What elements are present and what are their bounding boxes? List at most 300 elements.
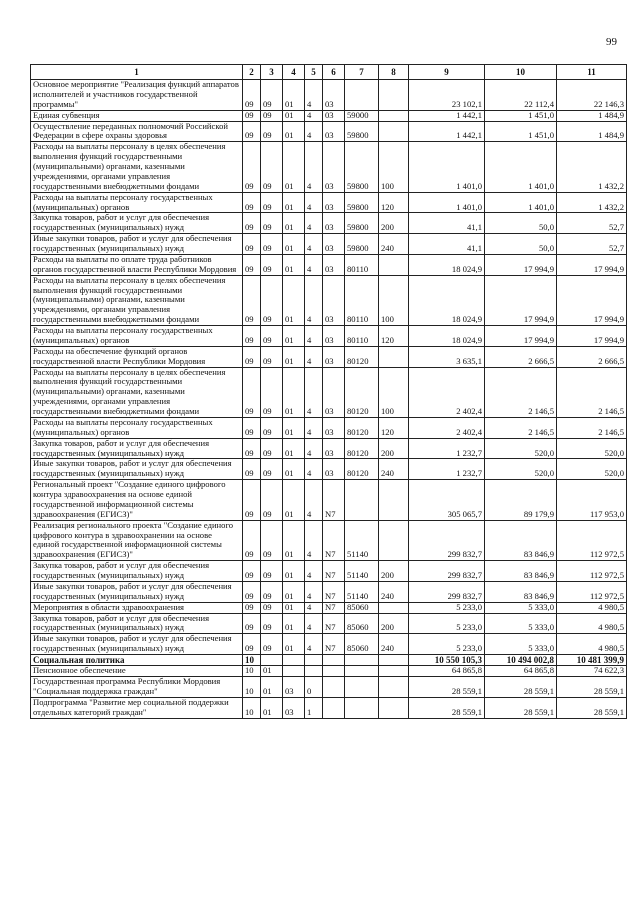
- amount-col11-cell: 52,7: [557, 213, 627, 234]
- amount-col11-cell: 112 972,5: [557, 581, 627, 602]
- direction-code-cell: 51140: [345, 561, 379, 582]
- direction-code-cell: 80110: [345, 254, 379, 275]
- table-row: [31, 275, 627, 325]
- amount-col9-cell: 2 402,4: [409, 417, 485, 438]
- program-code-cell: 01: [283, 480, 305, 521]
- column-header-11: 11: [557, 65, 627, 80]
- program-code-cell: 01: [283, 367, 305, 417]
- subprogram-code-cell: 4: [305, 234, 323, 255]
- amount-col9-cell: 18 024,9: [409, 326, 485, 347]
- table-row: [31, 367, 627, 417]
- column-header-2: 2: [243, 65, 261, 80]
- event-code-cell: 03: [323, 213, 345, 234]
- page-number: 99: [606, 36, 617, 48]
- direction-code-cell: 85060: [345, 634, 379, 655]
- subsection-code-cell: 09: [261, 80, 283, 111]
- subprogram-code-cell: 4: [305, 459, 323, 480]
- subsection-code-cell: 09: [261, 417, 283, 438]
- direction-code-cell: 80110: [345, 326, 379, 347]
- section-code-cell: 09: [243, 192, 261, 213]
- column-header-6: 6: [323, 65, 345, 80]
- event-code-cell: 03: [323, 234, 345, 255]
- subprogram-code-cell: 4: [305, 367, 323, 417]
- row-name-cell: Мероприятия в области здравоохранения: [31, 602, 243, 613]
- table-row: [31, 602, 627, 613]
- amount-col11-cell: 112 972,5: [557, 561, 627, 582]
- amount-col10-cell: 5 333,0: [485, 602, 557, 613]
- amount-col11-cell: 520,0: [557, 459, 627, 480]
- table-row: [31, 80, 627, 111]
- subsection-code-cell: 01: [261, 697, 283, 718]
- row-name-cell: Иные закупки товаров, работ и услуг для обеспечения государственных (муниципальных) нужд: [31, 634, 243, 655]
- column-header-9: 9: [409, 65, 485, 80]
- amount-col11-cell: 1 484,9: [557, 110, 627, 121]
- row-name-cell: Подпрограмма "Развитие мер социальной поддержки отдельных категорий граждан": [31, 697, 243, 718]
- program-code-cell: 01: [283, 142, 305, 192]
- direction-code-cell: [345, 480, 379, 521]
- program-code-cell: 01: [283, 561, 305, 582]
- expense-type-cell: [379, 121, 409, 142]
- subprogram-code-cell: 4: [305, 480, 323, 521]
- section-code-cell: 09: [243, 367, 261, 417]
- amount-col11-cell: 17 994,9: [557, 326, 627, 347]
- table-row: [31, 697, 627, 718]
- subsection-code-cell: 09: [261, 213, 283, 234]
- subsection-code-cell: 09: [261, 438, 283, 459]
- event-code-cell: 03: [323, 438, 345, 459]
- subprogram-code-cell: 4: [305, 417, 323, 438]
- program-code-cell: 01: [283, 110, 305, 121]
- amount-col10-cell: 1 401,0: [485, 142, 557, 192]
- amount-col11-cell: 2 666,5: [557, 346, 627, 367]
- event-code-cell: 03: [323, 142, 345, 192]
- expense-type-cell: 100: [379, 275, 409, 325]
- row-name-cell: Расходы на выплаты персоналу государственных (муниципальных) органов: [31, 192, 243, 213]
- expense-type-cell: [379, 80, 409, 111]
- expense-type-cell: [379, 110, 409, 121]
- amount-col10-cell: 17 994,9: [485, 326, 557, 347]
- subprogram-code-cell: 4: [305, 326, 323, 347]
- row-name-cell: Закупка товаров, работ и услуг для обеспечения государственных (муниципальных) нужд: [31, 213, 243, 234]
- row-name-cell: Расходы на выплаты по оплате труда работников органов государственной власти Республики Мордовия: [31, 254, 243, 275]
- amount-col11-cell: 520,0: [557, 438, 627, 459]
- direction-code-cell: 59800: [345, 192, 379, 213]
- section-code-cell: 09: [243, 121, 261, 142]
- amount-col10-cell: 1 401,0: [485, 192, 557, 213]
- direction-code-cell: 85060: [345, 613, 379, 634]
- subsection-code-cell: 09: [261, 520, 283, 561]
- row-name-cell: Основное мероприятие "Реализация функций аппаратов исполнителей и участников государственной программы": [31, 80, 243, 111]
- direction-code-cell: 80120: [345, 367, 379, 417]
- subsection-code-cell: 09: [261, 367, 283, 417]
- amount-col10-cell: 17 994,9: [485, 254, 557, 275]
- program-code-cell: 01: [283, 80, 305, 111]
- amount-col10-cell: 50,0: [485, 213, 557, 234]
- direction-code-cell: 59000: [345, 110, 379, 121]
- amount-col11-cell: 17 994,9: [557, 254, 627, 275]
- column-header-10: 10: [485, 65, 557, 80]
- column-header-1: 1: [31, 65, 243, 80]
- amount-col9-cell: 2 402,4: [409, 367, 485, 417]
- program-code-cell: 01: [283, 417, 305, 438]
- program-code-cell: 01: [283, 459, 305, 480]
- expense-type-cell: [379, 677, 409, 698]
- amount-col10-cell: 2 146,5: [485, 417, 557, 438]
- table-row: [31, 666, 627, 677]
- table-row: [31, 234, 627, 255]
- subsection-code-cell: 09: [261, 480, 283, 521]
- section-code-cell: 09: [243, 213, 261, 234]
- event-code-cell: N7: [323, 581, 345, 602]
- expense-type-cell: 240: [379, 234, 409, 255]
- subprogram-code-cell: 4: [305, 346, 323, 367]
- row-name-cell: Социальная политика: [31, 655, 243, 666]
- section-code-cell: 09: [243, 602, 261, 613]
- subsection-code-cell: 09: [261, 613, 283, 634]
- table-body: [31, 80, 627, 719]
- subsection-code-cell: 09: [261, 634, 283, 655]
- expense-type-cell: 200: [379, 561, 409, 582]
- column-header-5: 5: [305, 65, 323, 80]
- amount-col10-cell: 520,0: [485, 438, 557, 459]
- amount-col11-cell: 28 559,1: [557, 697, 627, 718]
- section-code-cell: 09: [243, 480, 261, 521]
- direction-code-cell: 59800: [345, 121, 379, 142]
- row-name-cell: Закупка товаров, работ и услуг для обеспечения государственных (муниципальных) нужд: [31, 438, 243, 459]
- program-code-cell: 01: [283, 613, 305, 634]
- expense-type-cell: [379, 520, 409, 561]
- program-code-cell: 01: [283, 346, 305, 367]
- subsection-code-cell: 09: [261, 192, 283, 213]
- amount-col10-cell: 2 146,5: [485, 367, 557, 417]
- table-row: [31, 346, 627, 367]
- amount-col11-cell: 1 432,2: [557, 142, 627, 192]
- program-code-cell: 03: [283, 697, 305, 718]
- program-code-cell: [283, 655, 305, 666]
- subsection-code-cell: 09: [261, 142, 283, 192]
- amount-col11-cell: 117 953,0: [557, 480, 627, 521]
- subprogram-code-cell: 4: [305, 110, 323, 121]
- event-code-cell: N7: [323, 613, 345, 634]
- amount-col11-cell: 74 622,3: [557, 666, 627, 677]
- table-row: [31, 520, 627, 561]
- amount-col11-cell: 52,7: [557, 234, 627, 255]
- row-name-cell: Региональный проект "Создание единого цифрового контура здравоохранения на основе единой государственной информационной системы здравоохранения (ЕГИСЗ)": [31, 480, 243, 521]
- direction-code-cell: 51140: [345, 581, 379, 602]
- amount-col10-cell: 89 179,9: [485, 480, 557, 521]
- expense-type-cell: 200: [379, 213, 409, 234]
- row-name-cell: Закупка товаров, работ и услуг для обеспечения государственных (муниципальных) нужд: [31, 613, 243, 634]
- table-row: [31, 417, 627, 438]
- amount-col9-cell: 1 442,1: [409, 110, 485, 121]
- amount-col9-cell: 299 832,7: [409, 581, 485, 602]
- expense-type-cell: 200: [379, 613, 409, 634]
- expense-type-cell: 120: [379, 326, 409, 347]
- amount-col11-cell: 4 980,5: [557, 602, 627, 613]
- amount-col9-cell: 3 635,1: [409, 346, 485, 367]
- direction-code-cell: [345, 677, 379, 698]
- section-code-cell: 09: [243, 634, 261, 655]
- table-row: [31, 613, 627, 634]
- amount-col9-cell: 41,1: [409, 234, 485, 255]
- subsection-code-cell: 09: [261, 561, 283, 582]
- direction-code-cell: [345, 80, 379, 111]
- amount-col10-cell: 10 494 002,8: [485, 655, 557, 666]
- section-code-cell: 09: [243, 110, 261, 121]
- table-row: [31, 634, 627, 655]
- event-code-cell: 03: [323, 326, 345, 347]
- expense-type-cell: 200: [379, 438, 409, 459]
- subprogram-code-cell: 4: [305, 254, 323, 275]
- table-row: [31, 459, 627, 480]
- event-code-cell: 03: [323, 254, 345, 275]
- subprogram-code-cell: 4: [305, 581, 323, 602]
- table-row: [31, 438, 627, 459]
- row-name-cell: Расходы на выплаты персоналу в целях обеспечения выполнения функций государственными (муниципальными) органами, казенными учреждениями, органами управления государственными внебюджетными фондами: [31, 367, 243, 417]
- column-header-7: 7: [345, 65, 379, 80]
- expense-type-cell: [379, 254, 409, 275]
- subsection-code-cell: 09: [261, 459, 283, 480]
- program-code-cell: 01: [283, 254, 305, 275]
- amount-col10-cell: 83 846,9: [485, 520, 557, 561]
- section-code-cell: 09: [243, 613, 261, 634]
- event-code-cell: 03: [323, 346, 345, 367]
- column-header-3: 3: [261, 65, 283, 80]
- expense-type-cell: [379, 480, 409, 521]
- row-name-cell: Расходы на выплаты персоналу в целях обеспечения выполнения функций государственными (муниципальными) органами, казенными учреждениями, органами управления государственными внебюджетными фондами: [31, 142, 243, 192]
- direction-code-cell: [345, 697, 379, 718]
- amount-col10-cell: 5 333,0: [485, 613, 557, 634]
- event-code-cell: N7: [323, 561, 345, 582]
- amount-col10-cell: 83 846,9: [485, 561, 557, 582]
- subprogram-code-cell: 0: [305, 677, 323, 698]
- row-name-cell: Расходы на выплаты персоналу в целях обеспечения выполнения функций государственными (муниципальными) органами, казенными учреждениями, органами управления государственными внебюджетными фондами: [31, 275, 243, 325]
- expense-type-cell: 240: [379, 634, 409, 655]
- section-code-cell: 09: [243, 254, 261, 275]
- event-code-cell: [323, 655, 345, 666]
- direction-code-cell: [345, 655, 379, 666]
- event-code-cell: [323, 666, 345, 677]
- subprogram-code-cell: 4: [305, 520, 323, 561]
- table-row: [31, 192, 627, 213]
- event-code-cell: N7: [323, 480, 345, 521]
- column-header-8: 8: [379, 65, 409, 80]
- table-row: [31, 121, 627, 142]
- amount-col11-cell: 4 980,5: [557, 613, 627, 634]
- event-code-cell: N7: [323, 520, 345, 561]
- subprogram-code-cell: 4: [305, 142, 323, 192]
- table-row: [31, 677, 627, 698]
- row-name-cell: Реализация регионального проекта "Создание единого цифрового контура в здравоохранении на основе единой государственной информационной системы здравоохранения (ЕГИСЗ)": [31, 520, 243, 561]
- section-code-cell: 09: [243, 142, 261, 192]
- program-code-cell: 01: [283, 192, 305, 213]
- subsection-code-cell: 01: [261, 677, 283, 698]
- amount-col10-cell: 28 559,1: [485, 677, 557, 698]
- program-code-cell: 01: [283, 121, 305, 142]
- amount-col9-cell: 5 233,0: [409, 634, 485, 655]
- table-row: [31, 561, 627, 582]
- amount-col9-cell: 64 865,8: [409, 666, 485, 677]
- section-code-cell: 09: [243, 234, 261, 255]
- event-code-cell: 03: [323, 80, 345, 111]
- subsection-code-cell: [261, 655, 283, 666]
- event-code-cell: N7: [323, 634, 345, 655]
- table-row: [31, 213, 627, 234]
- expense-type-cell: 240: [379, 581, 409, 602]
- program-code-cell: [283, 666, 305, 677]
- subprogram-code-cell: [305, 655, 323, 666]
- amount-col9-cell: 1 232,7: [409, 459, 485, 480]
- expense-type-cell: [379, 697, 409, 718]
- row-name-cell: Иные закупки товаров, работ и услуг для обеспечения государственных (муниципальных) нужд: [31, 581, 243, 602]
- expense-type-cell: [379, 602, 409, 613]
- subprogram-code-cell: [305, 666, 323, 677]
- amount-col11-cell: 2 146,5: [557, 417, 627, 438]
- subsection-code-cell: 09: [261, 581, 283, 602]
- program-code-cell: 01: [283, 326, 305, 347]
- subsection-code-cell: 09: [261, 326, 283, 347]
- amount-col10-cell: 83 846,9: [485, 581, 557, 602]
- subprogram-code-cell: 4: [305, 192, 323, 213]
- table-row: [31, 142, 627, 192]
- direction-code-cell: 80110: [345, 275, 379, 325]
- subprogram-code-cell: 4: [305, 80, 323, 111]
- section-code-cell: 09: [243, 459, 261, 480]
- expense-type-cell: 240: [379, 459, 409, 480]
- amount-col9-cell: 5 233,0: [409, 602, 485, 613]
- section-code-cell: 09: [243, 520, 261, 561]
- row-name-cell: Иные закупки товаров, работ и услуг для обеспечения государственных (муниципальных) нужд: [31, 459, 243, 480]
- row-name-cell: Осуществление переданных полномочий Российской Федерации в сфере охраны здоровья: [31, 121, 243, 142]
- section-code-cell: 10: [243, 655, 261, 666]
- amount-col11-cell: 28 559,1: [557, 677, 627, 698]
- expense-type-cell: 100: [379, 142, 409, 192]
- expense-type-cell: [379, 346, 409, 367]
- amount-col10-cell: 2 666,5: [485, 346, 557, 367]
- subsection-code-cell: 01: [261, 666, 283, 677]
- amount-col10-cell: 50,0: [485, 234, 557, 255]
- section-code-cell: 09: [243, 346, 261, 367]
- subprogram-code-cell: 4: [305, 561, 323, 582]
- program-code-cell: 01: [283, 602, 305, 613]
- event-code-cell: [323, 677, 345, 698]
- expense-type-cell: 120: [379, 417, 409, 438]
- direction-code-cell: 59800: [345, 213, 379, 234]
- amount-col9-cell: 23 102,1: [409, 80, 485, 111]
- amount-col9-cell: 18 024,9: [409, 254, 485, 275]
- section-code-cell: 09: [243, 80, 261, 111]
- amount-col9-cell: 41,1: [409, 213, 485, 234]
- subsection-code-cell: 09: [261, 110, 283, 121]
- amount-col10-cell: 64 865,8: [485, 666, 557, 677]
- row-name-cell: Закупка товаров, работ и услуг для обеспечения государственных (муниципальных) нужд: [31, 561, 243, 582]
- amount-col10-cell: 22 112,4: [485, 80, 557, 111]
- table-row: [31, 326, 627, 347]
- direction-code-cell: 59800: [345, 142, 379, 192]
- section-code-cell: 09: [243, 275, 261, 325]
- amount-col11-cell: 1 432,2: [557, 192, 627, 213]
- subprogram-code-cell: 4: [305, 213, 323, 234]
- column-header-4: 4: [283, 65, 305, 80]
- amount-col9-cell: 299 832,7: [409, 520, 485, 561]
- row-name-cell: Иные закупки товаров, работ и услуг для обеспечения государственных (муниципальных) нужд: [31, 234, 243, 255]
- direction-code-cell: 80120: [345, 459, 379, 480]
- amount-col9-cell: 1 232,7: [409, 438, 485, 459]
- amount-col11-cell: 17 994,9: [557, 275, 627, 325]
- subprogram-code-cell: 1: [305, 697, 323, 718]
- row-name-cell: Пенсионное обеспечение: [31, 666, 243, 677]
- event-code-cell: 03: [323, 275, 345, 325]
- subprogram-code-cell: 4: [305, 602, 323, 613]
- row-name-cell: Расходы на выплаты персоналу государственных (муниципальных) органов: [31, 326, 243, 347]
- subsection-code-cell: 09: [261, 602, 283, 613]
- subsection-code-cell: 09: [261, 346, 283, 367]
- section-code-cell: 10: [243, 666, 261, 677]
- table-row: [31, 480, 627, 521]
- expense-type-cell: [379, 655, 409, 666]
- direction-code-cell: 85060: [345, 602, 379, 613]
- expense-type-cell: [379, 666, 409, 677]
- amount-col11-cell: 4 980,5: [557, 634, 627, 655]
- section-code-cell: 10: [243, 677, 261, 698]
- event-code-cell: 03: [323, 417, 345, 438]
- program-code-cell: 03: [283, 677, 305, 698]
- table-row: [31, 254, 627, 275]
- event-code-cell: [323, 697, 345, 718]
- amount-col11-cell: 1 484,9: [557, 121, 627, 142]
- program-code-cell: 01: [283, 438, 305, 459]
- program-code-cell: 01: [283, 213, 305, 234]
- subsection-code-cell: 09: [261, 234, 283, 255]
- amount-col11-cell: 2 146,5: [557, 367, 627, 417]
- subprogram-code-cell: 4: [305, 121, 323, 142]
- amount-col9-cell: 299 832,7: [409, 561, 485, 582]
- subprogram-code-cell: 4: [305, 634, 323, 655]
- amount-col11-cell: 22 146,3: [557, 80, 627, 111]
- amount-col9-cell: 1 442,1: [409, 121, 485, 142]
- expense-type-cell: 120: [379, 192, 409, 213]
- budget-table: [30, 64, 627, 719]
- direction-code-cell: 80120: [345, 346, 379, 367]
- subprogram-code-cell: 4: [305, 438, 323, 459]
- direction-code-cell: 80120: [345, 438, 379, 459]
- amount-col11-cell: 10 481 399,9: [557, 655, 627, 666]
- section-code-cell: 09: [243, 438, 261, 459]
- event-code-cell: N7: [323, 602, 345, 613]
- event-code-cell: 03: [323, 192, 345, 213]
- subprogram-code-cell: 4: [305, 275, 323, 325]
- subsection-code-cell: 09: [261, 254, 283, 275]
- table-row: [31, 110, 627, 121]
- program-code-cell: 01: [283, 234, 305, 255]
- section-code-cell: 10: [243, 697, 261, 718]
- row-name-cell: Единая субвенция: [31, 110, 243, 121]
- amount-col9-cell: 1 401,0: [409, 142, 485, 192]
- amount-col10-cell: 520,0: [485, 459, 557, 480]
- section-code-cell: 09: [243, 561, 261, 582]
- event-code-cell: 03: [323, 110, 345, 121]
- expense-type-cell: 100: [379, 367, 409, 417]
- amount-col9-cell: 5 233,0: [409, 613, 485, 634]
- amount-col9-cell: 10 550 105,3: [409, 655, 485, 666]
- section-code-cell: 09: [243, 326, 261, 347]
- section-code-cell: 09: [243, 417, 261, 438]
- subprogram-code-cell: 4: [305, 613, 323, 634]
- amount-col10-cell: 17 994,9: [485, 275, 557, 325]
- amount-col9-cell: 18 024,9: [409, 275, 485, 325]
- amount-col9-cell: 305 065,7: [409, 480, 485, 521]
- row-name-cell: Расходы на обеспечение функций органов государственной власти Республики Мордовия: [31, 346, 243, 367]
